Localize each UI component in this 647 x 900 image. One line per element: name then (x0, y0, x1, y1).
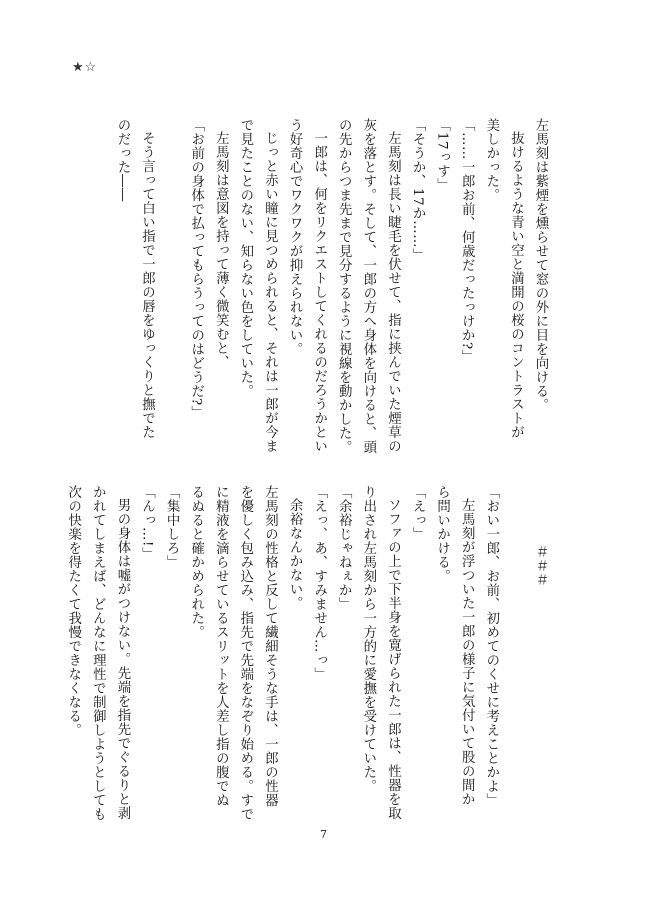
text-line: かれてしまえば、どんなに理性で制御しようとしても (90, 485, 106, 821)
section-mark: ★☆ (72, 60, 98, 75)
page-number: 7 (320, 828, 327, 841)
text-line: るぬると確かめられた。 (188, 485, 204, 639)
dialogue-line: 「んっ…!」 (139, 485, 155, 561)
dialogue-line: 「17っす」 (434, 118, 450, 193)
text-line: ソファの上で下半身を寛げられた一郎は、性器を取 (385, 498, 401, 821)
text-line: 左馬刻が浮ついた一郎の様子に気付いて股の間か (459, 498, 475, 807)
text-line: の先からつま先まで見分するように視線を動かした。 (336, 118, 352, 454)
dialogue-line: 「……一郎お前、何歳だったっけか?」 (459, 118, 475, 364)
dialogue-line: 「そうか、17か……」 (410, 118, 426, 263)
upper-text-column (109, 118, 552, 454)
text-line: 左馬刻の性格と反して繊細そうな手は、一郎の性器 (262, 485, 278, 807)
text-line: に精液を滴らせているスリットを人差し指の腹でぬ (213, 485, 229, 807)
section-break: ＃＃＃ (533, 545, 548, 588)
dialogue-line: 「集中しろ」 (164, 485, 180, 569)
text-line: 男の身体は嘘がつけない。先端を指先でぐるりと剥 (114, 498, 130, 821)
text-line: 次の快楽を得たくて我慢できなくなる。 (65, 485, 81, 737)
text-line: 左馬刻は意図を持って薄く微笑むと、 (213, 131, 229, 370)
dialogue-line: 「おい一郎、お前、初めてのくせに考えことかよ」 (483, 485, 499, 807)
text-line: のだった―― (114, 118, 130, 202)
text-line: 左馬刻は長い睫毛を伏せて、指に挟んでいた煙草の (385, 131, 401, 454)
text-line: り出され左馬刻から一方的に愛撫を受けていた。 (360, 485, 376, 793)
text-line: 一郎は、何をリクエストしてくれるのだろうかとい (311, 131, 327, 454)
dialogue-line: 「えっ」 (410, 485, 426, 541)
dialogue-line: 「余裕じゃねぇか」 (336, 485, 352, 611)
text-line: じっと赤い瞳に見つめられると、それは一郎が今ま (262, 131, 278, 454)
blank-line (503, 485, 528, 815)
lower-text-column (60, 485, 552, 821)
text-line: 余裕なんかない。 (287, 498, 303, 611)
text-line: そう言って白い指で一郎の唇をゆっくりと撫でた (139, 131, 155, 440)
text-line: 左馬刻は紫煙を燻らせて窓の外に目を向ける。 (533, 118, 548, 412)
text-line: 美しかった。 (483, 118, 499, 202)
text-line: 抜けるような青い空と満開の桜のコントラストが (508, 131, 524, 440)
text-line: で見たことのない、知らない色をしていた。 (237, 118, 253, 398)
text-line: ら問いかける。 (434, 485, 450, 583)
text-line: う好奇心でワクワクが抑えられない。 (287, 118, 303, 356)
text-line: を優しく包み込み、指先で先端をなぞり始める。すで (237, 485, 253, 821)
text-line: 灰を落とす。そして、一郎の方へ身体を向けると、頭 (360, 118, 376, 454)
dialogue-line: 「お前の身体で払ってもらうってのはどうだ?」 (188, 118, 204, 420)
blank-line (159, 118, 184, 448)
dialogue-line: 「えっ、あ、すみません…っ」 (311, 485, 327, 681)
